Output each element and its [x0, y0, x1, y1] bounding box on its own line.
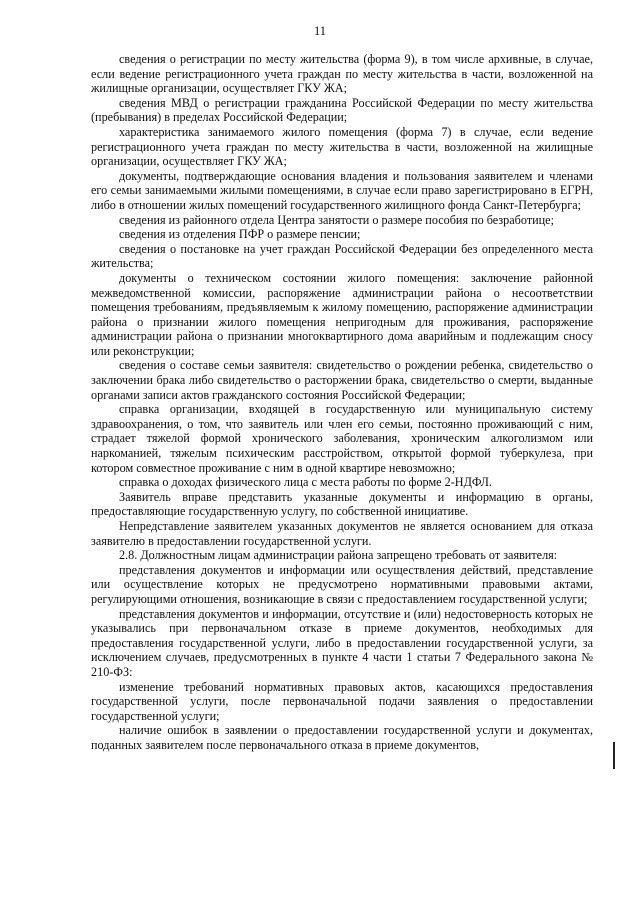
paragraph-prohibited-documents: представления документов и информации или осуществления действий, представление или осуществление которых не предусмотрено нормативными правовыми актами, регулирующими отношения, возникающие в связи с предоставлением государственной услуги;	[91, 562, 593, 606]
paragraph-income-certificate: справка о доходах физического лица с места работы по форме 2-НДФЛ.	[119, 475, 492, 490]
paragraph-section-2-8: 2.8. Должностным лицам администрации района запрещено требовать от заявителя:	[119, 548, 558, 563]
paragraph-unemployment-benefit: сведения из районного отдела Центра занятости о размере пособия по безработице;	[119, 212, 554, 227]
paragraph-medical-certificate: справка организации, входящей в государственную или муниципальную систему здравоохранения, о том, что заявитель или член его семьи, постоянно проживающий с ним, страдает тяжелой формой хронического заболевания, хроническим алкоголизмом или наркоманией, тяжелым психическим расстройством, открытой формой туберкулеза, при котором совместное проживание с ним в одной квартире невозможно;	[91, 402, 593, 475]
paragraph-housing-form7: характеристика занимаемого жилого помещения (форма 7) в случае, если ведение регистрационного учета граждан по месту жительства в части, возложенной на жилищные организации, осуществляет ГКУ ЖА;	[91, 124, 593, 169]
paragraph-own-initiative: Заявитель вправе представить указанные документы и информацию в органы, предоставляющие государственную услугу, по собственной инициативе.	[91, 489, 593, 519]
paragraph-registration-form9: сведения о регистрации по месту жительства (форма 9), в том числе архивные, в случае, если ведение регистрационного учета граждан по месту жительства в части, возложенной на жилищные организации, осуществляет ГКУ ЖА;	[91, 52, 593, 96]
paragraph-technical-condition: документы о техническом состоянии жилого помещения: заключение районной межведомственной комиссии, распоряжение администрации района о несоответствии помещения требованиям, предъявляемым к жилому помещению, распоряжение администрации района о признании жилого помещения непригодным для проживания, распоряжение администрации района о признании многоквартирного дома аварийным и подлежащим сносу или реконструкции;	[91, 270, 593, 358]
paragraph-errors-in-application: наличие ошибок в заявлении о предоставлении государственной услуги и документах, поданных заявителем после первоначального отказа в приеме документов,	[91, 723, 593, 752]
page-number: 11	[313, 24, 327, 38]
paragraph-requirements-change: изменение требований нормативных правовых актов, касающихся предоставления государственной услуги, после первоначальной подачи заявления о предоставлении государственной услуги;	[91, 679, 593, 723]
paragraph-mvd-registration: сведения МВД о регистрации гражданина Российской Федерации по месту жительства (пребывания) в пределах Российской Федерации;	[91, 95, 593, 125]
paragraph-non-submission: Непредставление заявителем указанных документов не является основанием для отказа заявителю в предоставлении государственной услуги.	[91, 519, 593, 548]
paragraph-prohibited-repeat: представления документов и информации, отсутствие и (или) недостоверность которых не указывались при первоначальном отказе в приеме документов, необходимых для предоставления государственной услуги, либо в предоставлении государственной услуги, за исключением случаев, предусмотренных в пункте 4 части 1 статьи 7 Федерального закона № 210-ФЗ:	[91, 606, 593, 679]
paragraph-ownership-documents: документы, подтверждающие основания владения и пользования заявителем и членами его семьи занимаемыми жилыми помещениями, в случае если право зарегистрировано в ЕГРН, либо в отношении жилых помещений государственного жилищного фонда Санкт-Петербурга;	[91, 168, 593, 212]
paragraph-family-composition: сведения о составе семьи заявителя: свидетельство о рождении ребенка, свидетельство о заключении брака либо свидетельство о расторжении брака, свидетельство о смерти, выданные органами записи актов гражданского состояния Российской Федерации;	[91, 358, 593, 402]
paragraph-no-fixed-residence: сведения о постановке на учет граждан Российской Федерации без определенного места жительства;	[91, 241, 593, 271]
paragraph-pension: сведения из отделения ПФР о размере пенсии;	[119, 227, 361, 242]
margin-bar-mark	[613, 742, 615, 769]
document-body	[91, 52, 593, 753]
